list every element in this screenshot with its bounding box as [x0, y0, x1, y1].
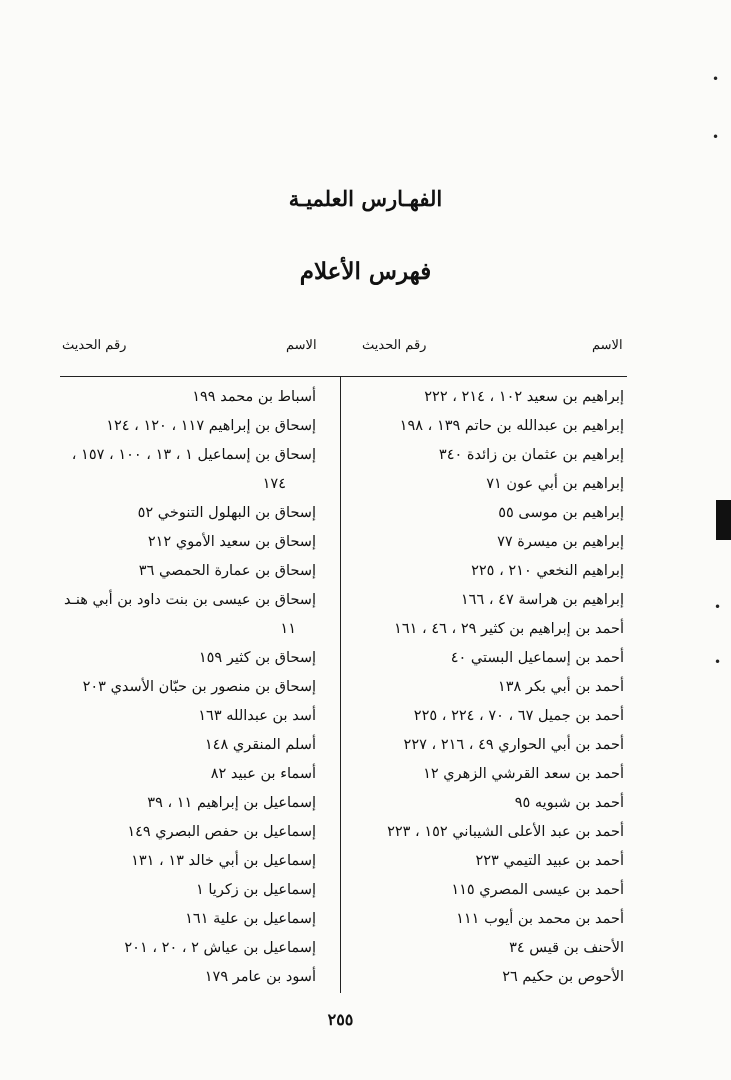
scan-speck: • — [712, 72, 720, 86]
list-item: إسماعيل بن أبي خالد ١٣ ، ١٣١ — [131, 853, 316, 869]
page-number: ٢٥٥ — [327, 1010, 354, 1029]
list-item: إسماعيل بن إبراهيم ١١ ، ٣٩ — [147, 795, 316, 811]
list-item: إبراهيم بن هراسة ٤٧ ، ١٦٦ — [460, 592, 624, 608]
list-item: أسماء بن عبيد ٨٢ — [210, 766, 316, 782]
list-item: إبراهيم بن أبي عون ٧١ — [486, 476, 624, 492]
list-item-continuation: ١١ — [280, 621, 296, 637]
list-item: أحمد بن محمد بن أيوب ١١١ — [456, 911, 624, 927]
list-item: إسحاق بن عمارة الحمصي ٣٦ — [138, 563, 316, 579]
list-item: إبراهيم بن عبدالله بن حاتم ١٣٩ ، ١٩٨ — [399, 418, 624, 434]
index-subtitle: فهرس الأعلام — [299, 258, 432, 285]
list-item: أحمد بن جميل ٦٧ ، ٧٠ ، ٢٢٤ ، ٢٢٥ — [413, 708, 624, 724]
column-divider — [340, 376, 341, 993]
right-number-header: رقم الحديث — [362, 338, 427, 353]
scan-speck: • — [714, 655, 722, 669]
list-item: إسحاق بن إسماعيل ١ ، ١٣ ، ١٠٠ ، ١٥٧ ، — [71, 447, 316, 463]
list-item: إسحاق بن عيسى بن بنت داود بن أبي هنـد — [64, 592, 316, 608]
list-item: أحمد بن عبيد التيمي ٢٢٣ — [475, 853, 624, 869]
list-item: أحمد بن عبد الأعلى الشيباني ١٥٢ ، ٢٢٣ — [387, 824, 624, 840]
list-item: أسود بن عامر ١٧٩ — [204, 969, 316, 985]
left-column-list — [58, 384, 316, 993]
list-item: إسحاق بن سعيد الأموي ٢١٢ — [147, 534, 316, 550]
list-item: إسحاق بن منصور بن حبّان الأسدي ٢٠٣ — [82, 679, 316, 695]
list-item-continuation: ١٧٤ — [262, 476, 286, 492]
list-item: أحمد بن إسماعيل البستي ٤٠ — [450, 650, 624, 666]
list-item: إسماعيل بن زكريا ١ — [195, 882, 316, 898]
list-item: إسماعيل بن علية ١٦١ — [185, 911, 316, 927]
list-item: إسحاق بن كثير ١٥٩ — [198, 650, 316, 666]
scan-speck: • — [712, 130, 720, 144]
list-item: إبراهيم بن سعيد ١٠٢ ، ٢١٤ ، ٢٢٢ — [424, 389, 624, 405]
list-item: أسلم المنقري ١٤٨ — [204, 737, 316, 753]
list-item: إبراهيم بن ميسرة ٧٧ — [497, 534, 624, 550]
list-item: أحمد بن سعد القرشي الزهري ١٢ — [423, 766, 624, 782]
list-item: أحمد بن شبويه ٩٥ — [514, 795, 624, 811]
list-item: أحمد بن أبي بكر ١٣٨ — [497, 679, 624, 695]
right-column-list — [348, 384, 624, 993]
list-item: أسباط بن محمد ١٩٩ — [192, 389, 316, 405]
thumb-index-tab — [716, 500, 731, 540]
page-title: الفهـارس العلميـة — [288, 186, 443, 211]
list-item: إسماعيل بن حفص البصري ١٤٩ — [127, 824, 316, 840]
scan-speck: • — [714, 600, 722, 614]
left-number-header: رقم الحديث — [62, 338, 127, 353]
list-item: إبراهيم بن عثمان بن زائدة ٣٤٠ — [438, 447, 624, 463]
list-item: أحمد بن أبي الحواري ٤٩ ، ٢١٦ ، ٢٢٧ — [403, 737, 624, 753]
list-item: الأحنف بن قيس ٣٤ — [509, 940, 624, 956]
list-item: الأحوص بن حكيم ٢٦ — [502, 969, 624, 985]
list-item: إسماعيل بن عياش ٢ ، ٢٠ ، ٢٠١ — [124, 940, 316, 956]
list-item: إبراهيم النخعي ٢١٠ ، ٢٢٥ — [471, 563, 624, 579]
list-item: أحمد بن عيسى المصري ١١٥ — [451, 882, 624, 898]
list-item: إسحاق بن البهلول التنوخي ٥٢ — [137, 505, 316, 521]
list-item: أحمد بن إبراهيم بن كثير ٢٩ ، ٤٦ ، ١٦١ — [394, 621, 624, 637]
list-item: إبراهيم بن موسى ٥٥ — [498, 505, 624, 521]
right-name-header: الاسم — [592, 338, 623, 353]
left-name-header: الاسم — [286, 338, 317, 353]
list-item: أسد بن عبدالله ١٦٣ — [198, 708, 316, 724]
header-divider — [60, 376, 627, 377]
list-item: إسحاق بن إبراهيم ١١٧ ، ١٢٠ ، ١٢٤ — [106, 418, 316, 434]
